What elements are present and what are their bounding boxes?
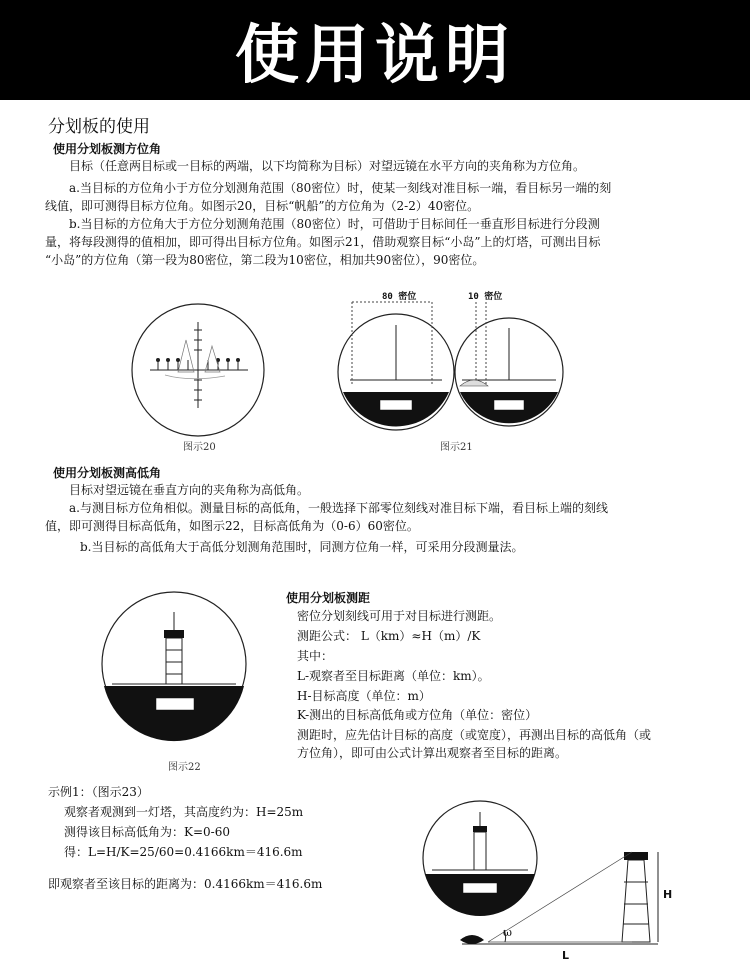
subheading-azimuth: 使用分划板测方位角 bbox=[53, 142, 162, 156]
paragraph-line: L-观察者至目标距离（单位：km）。 bbox=[297, 669, 490, 683]
fig21-label-10: 10 密位 bbox=[468, 292, 503, 302]
subheading-range: 使用分划板测距 bbox=[286, 591, 371, 605]
page-title: 使用说明 bbox=[235, 19, 515, 93]
paragraph-line: 方位角），即可由公式计算出观察者至目标的距离。 bbox=[297, 746, 568, 760]
paragraph-line: 值，即可测得目标高低角，如图示22，目标高低角为（0-6）60密位。 bbox=[45, 519, 419, 533]
paragraph-line: a.与测目标方位角相似。测量目标的高低角，一般选择下部零位刻线对准目标下端，看目标上端的刻线 bbox=[69, 501, 608, 515]
example-line: 示例1：（图示23） bbox=[48, 785, 149, 799]
fig21-label-80: 80 密位 bbox=[382, 292, 417, 302]
paragraph-line: H-目标高度（单位：m） bbox=[297, 689, 431, 703]
paragraph-line: “小岛”的方位角（第一段为80密位，第二段为10密位，相加共90密位），90密位。 bbox=[45, 253, 485, 267]
fig23-l-label: L bbox=[562, 949, 570, 962]
example-line: 即观察者至该目标的距离为：0.4166km＝416.6m bbox=[48, 877, 323, 891]
paragraph-line: 量，将每段测得的值相加，即可得出目标方位角。如图示21，借助观察目标“小岛”上的灯塔，可测出目标 bbox=[45, 235, 601, 249]
subheading-elevation: 使用分划板测高低角 bbox=[53, 466, 162, 480]
figure-22-caption: 图示22 bbox=[168, 762, 201, 773]
example-line: 得：L=H/K=25/60=0.4166km＝416.6m bbox=[64, 845, 303, 859]
fig23-omega-label: ω bbox=[503, 926, 512, 939]
paragraph-line: K-测出的目标高低角或方位角（单位：密位） bbox=[297, 708, 538, 722]
paragraph-line: 测距公式： L（km）≈H（m）/K bbox=[297, 629, 481, 643]
paragraph-line: 线值，即可测得目标方位角。如图示20，目标“帆船”的方位角为（2-2）40密位。 bbox=[45, 199, 480, 213]
paragraph-line: 目标（任意两目标或一目标的两端，以下均简称为目标）对望远镜在水平方向的夹角称为方位角。 bbox=[69, 159, 586, 173]
paragraph-line: 测距时，应先估计目标的高度（或宽度），再测出目标的高低角（或 bbox=[297, 728, 652, 742]
fig23-h-label: H bbox=[663, 888, 673, 901]
example-line: 观察者观测到一灯塔，其高度约为：H=25m bbox=[64, 805, 304, 819]
paragraph-line: 密位分划刻线可用于对目标进行测距。 bbox=[297, 609, 502, 623]
paragraph-line: 其中： bbox=[297, 649, 334, 663]
paragraph-line: b.当目标的高低角大于高低分划测角范围时，同测方位角一样，可采用分段测量法。 bbox=[80, 540, 524, 554]
figure-21-caption: 图示21 bbox=[440, 442, 473, 453]
section-heading: 分划板的使用 bbox=[48, 117, 150, 137]
figure-20-caption: 图示20 bbox=[183, 442, 216, 453]
paragraph-line: a.当目标的方位角小于方位分划测角范围（80密位）时，使某一刻线对准目标一端，看目标另一端的刻 bbox=[69, 181, 612, 195]
paragraph-line: 目标对望远镜在垂直方向的夹角称为高低角。 bbox=[69, 483, 310, 497]
example-line: 测得该目标高低角为：K=0-60 bbox=[64, 825, 230, 839]
paragraph-line: b.当目标的方位角大于方位分划测角范围（80密位）时，可借助于目标间任一垂直形目标进行分段测 bbox=[69, 217, 600, 231]
